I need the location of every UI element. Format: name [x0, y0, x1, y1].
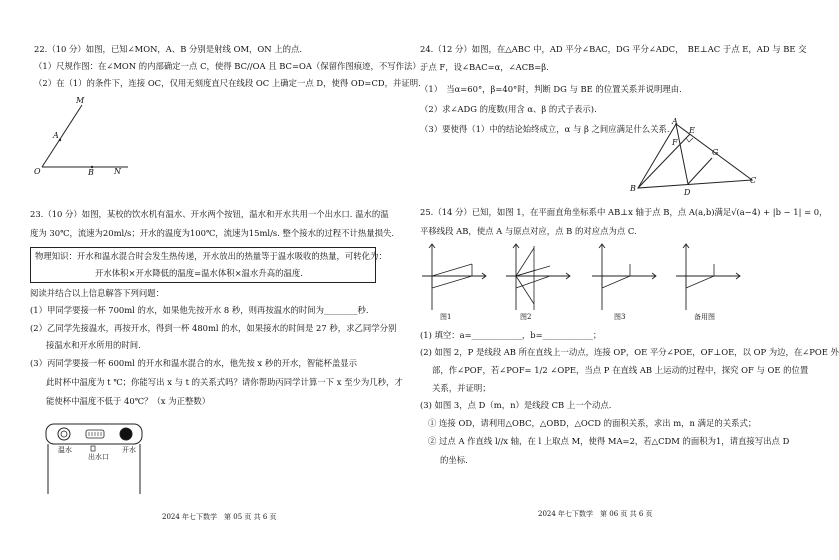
- q25-figure-3: [590, 240, 660, 312]
- q25-spare-figure: [674, 240, 744, 312]
- physics-knowledge-box: [30, 247, 387, 283]
- q25-caption-fig2: 图2: [520, 313, 532, 321]
- q25-part1: (1) 填空：a=____________，b=____________；: [420, 330, 602, 340]
- q25-part2-line1: (2) 如图 2，P 是线段 AB 所在直线上一动点，连接 OP，OE 平分∠POE，OF⊥OE，以 OP 为边，在∠POE 外: [420, 347, 839, 357]
- q23-part3-line1: (3）丙同学要接一杯 600ml 的开水和温水混合的水，他先按 x 秒的开水，智能杯盖显示: [30, 358, 357, 368]
- q22-label-b: B: [88, 168, 94, 177]
- q24-label-b: B: [630, 184, 636, 193]
- q25-part3-sub2-line2: 的坐标.: [440, 455, 468, 465]
- q24-label-g: G: [712, 148, 719, 157]
- q24-part1: （1） 当α=60°，β=40°时，判断 DG 与 BE 的位置关系并说明理由.: [420, 84, 682, 94]
- physics-knowledge-line2: 开水体积×开水降低的温度=温水体积×温水升高的温度.: [95, 268, 303, 278]
- q23-part3-line2: 此时杯中温度为 t ℃；你能写出 x 与 t 的关系式吗？请你帮助丙同学计算一下 x 至少为几秒，才: [46, 377, 403, 387]
- q23-part1: (1）甲同学要接一杯 700ml 的水，如果他先按开水 8 秒，则再按温水的时间为________秒.: [30, 305, 369, 315]
- q25-stem-line2: 平移线段 AB，使点 A 与原点对应，点 B 的对应点为点 C.: [420, 226, 637, 236]
- q25-part2-line2: 部，作∠POF，若∠POF= 1/2 ∠OPE，当点 P 在直线 AB 上运动的过程中，探究 OF 与 OE 的位置: [432, 365, 809, 375]
- q22-stem: 22.（10 分）如图，已知∠MON，A、B 分别是射线 OM，ON 上的点.: [34, 44, 303, 54]
- q23-part2-line2: 接温水和开水所用的时间.: [46, 340, 141, 350]
- physics-knowledge-line1: 物理知识：开水和温水混合时会发生热传递，开水放出的热量等于温水吸收的热量，可转化为：: [35, 251, 387, 261]
- left-page-footer: 2024 年七下数学 第 05 页 共 6 页: [162, 513, 277, 521]
- q25-figure-2: [504, 240, 574, 312]
- water-outlet-label: 出水口: [88, 453, 109, 461]
- q23-intro: 阅读并结合以上信息解答下列问题：: [30, 288, 164, 298]
- q24-part3: （3）要使得（1）中的结论始终成立，α 与 β 之间应满足什么关系.: [420, 124, 670, 134]
- q22-part1: （1）尺规作图：在∠MON 的内部确定一点 C，使得 BC//OA 且 BC=OA（保留作图痕迹，不写作法）;: [34, 61, 424, 71]
- q24-label-a: A: [672, 117, 678, 126]
- q25-part2-line3: 关系，并证明；: [432, 383, 491, 393]
- q25-figure-1: [420, 240, 490, 312]
- q25-stem-line1: 25.（14 分）已知，如图 1，在平面直角坐标系中 AB⊥x 轴于点 B，点 A(a,b)满足√(a−4) + |b − 1| = 0，: [420, 207, 828, 217]
- q22-label-m: M: [76, 96, 85, 105]
- q23-stem-line1: 23.（10 分）如图，某校的饮水机有温水、开水两个按钮，温水和开水共用一个出水口. 温水的温: [30, 209, 389, 219]
- q24-stem-line2: 于点 F，设∠BAC=α，∠ACB=β.: [420, 62, 549, 72]
- q25-caption-fig3: 图3: [614, 313, 626, 321]
- hot-water-button-label: 开水: [122, 446, 136, 454]
- q23-part2-line1: (2）乙同学先接温水，再按开水，得到一杯 480ml 的水，如果接水的时间是 27 秒，求乙同学分别: [30, 323, 397, 333]
- warm-water-button-label: 温水: [58, 446, 72, 454]
- q22-part2: （2）在（1）的条件下，连接 OC，仅用无刻度直尺在线段 OC 上确定一点 D，使得 OD=CD，并证明.: [34, 78, 421, 88]
- q22-label-a: A: [53, 131, 59, 140]
- q25-caption-spare: 备用图: [694, 313, 715, 321]
- q23-stem-line2: 度为 30℃，流速为20ml/s；开水的温度为100℃，流速为15ml/s. 整个接水的过程不计热量损失.: [30, 228, 395, 238]
- q24-label-f: F: [672, 138, 678, 147]
- q25-part3-sub2-line1: ② 过点 A 作直线 l//x 轴，在 l 上取点 M，使得 MA=2，若△CDM 的面积为1，请直接写出点 D: [428, 436, 790, 446]
- q25-caption-fig1: 图1: [440, 313, 452, 321]
- q24-label-c: C: [750, 176, 757, 185]
- q24-label-e: E: [689, 126, 695, 135]
- q25-part3: (3) 如图 3，点 D（m，n）是线段 CB 上一个动点.: [420, 400, 612, 410]
- q24-stem-line1: 24.（12 分）如图，在△ABC 中，AD 平分∠BAC，DG 平分∠ADC， BE⊥AC 于点 E，AD 与 BE 交: [420, 44, 807, 54]
- q23-part3-line3: 能使杯中温度不低于 40℃？（x 为正整数）: [46, 396, 211, 406]
- q22-angle-figure: [30, 95, 140, 185]
- q25-part3-sub1: ① 连接 OD，请利用△OBC，△OBD，△OCD 的面积关系，求出 m，n 满足的关系式；: [428, 418, 757, 428]
- q22-label-o: O: [34, 167, 41, 176]
- q24-part2: （2）求∠ADG 的度数(用含 α、β 的式子表示).: [420, 104, 597, 114]
- right-page-footer: 2024 年七下数学 第 06 页 共 6 页: [538, 510, 653, 518]
- q24-label-d: D: [684, 188, 691, 197]
- q22-label-n: N: [114, 167, 121, 176]
- q24-triangle-figure: [626, 118, 766, 198]
